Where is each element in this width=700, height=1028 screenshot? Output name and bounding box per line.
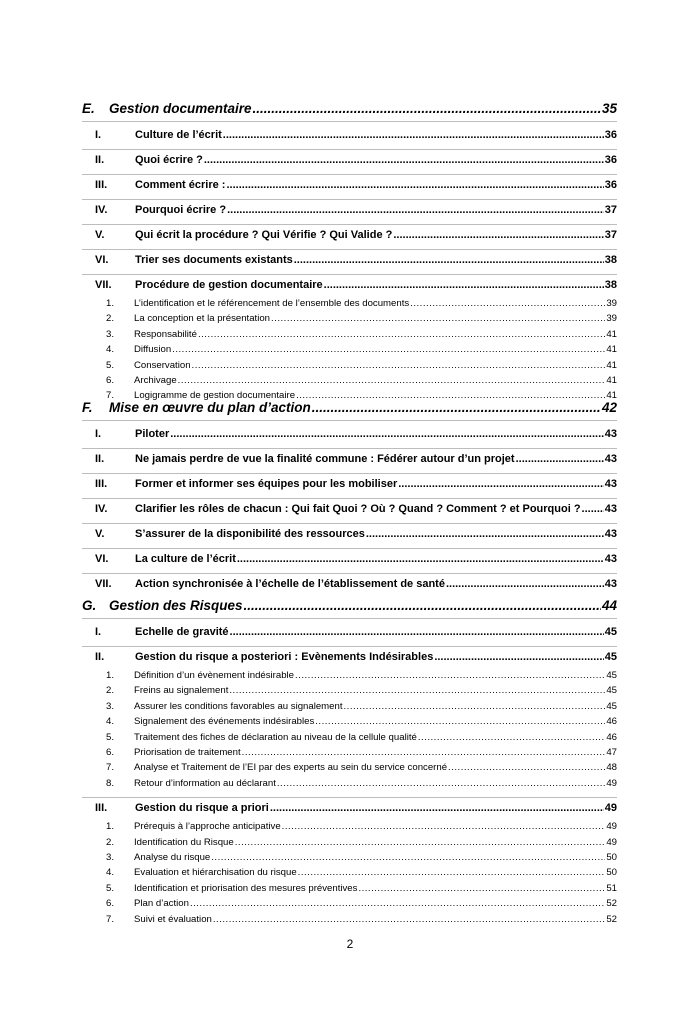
dot-leader [242, 747, 606, 758]
toc-entry-title: Gestion du risque a priori [135, 802, 269, 815]
dot-leader [244, 598, 601, 613]
toc-entry-number: 7. [106, 762, 115, 774]
toc-entry-title: Clarifier les rôles de chacun : Qui fait Quoi ? Où ? Quand ? Comment ? et Pourquoi ? [135, 503, 581, 515]
toc-entry-page: 43 [604, 528, 617, 540]
toc-entry-title: Freins au signalement [134, 685, 229, 697]
toc-entry-title: Plan d’action [134, 898, 189, 910]
toc-entry-title: Piloter [135, 428, 170, 440]
dot-leader [448, 762, 605, 773]
toc-entry-page: 39 [606, 298, 617, 309]
toc-entry-page: 49 [606, 821, 617, 833]
toc-entry-page: 45 [606, 685, 617, 697]
toc-entry-title: Archivage [134, 375, 177, 386]
toc-chapter[interactable] [82, 154, 617, 166]
toc-chapter[interactable] [82, 528, 617, 540]
toc-entry-page: 44 [601, 598, 617, 613]
toc-entry-page: 46 [606, 731, 617, 743]
toc-chapter[interactable] [82, 129, 617, 141]
toc-entry-number: G. [82, 598, 97, 613]
toc-entry-title: Procédure de gestion documentaire [135, 279, 323, 291]
toc-entry-title: Culture de l’écrit [135, 129, 222, 141]
toc-subentry[interactable] [82, 701, 617, 712]
toc-entry-title: Priorisation de traitement [134, 747, 241, 758]
toc-entry-page: 36 [604, 154, 617, 166]
toc-subentry[interactable] [82, 313, 617, 324]
dot-leader [393, 229, 603, 241]
toc-entry-page: 37 [604, 204, 617, 216]
toc-subentry[interactable] [82, 375, 617, 386]
toc-chapter[interactable] [82, 626, 617, 638]
toc-entry-page: 35 [601, 101, 617, 116]
toc-subentry[interactable] [82, 298, 617, 309]
toc-entry-number: 3. [106, 852, 115, 863]
section-divider [82, 548, 617, 549]
toc-entry-title: L’identification et le référencement de l’ensemble des documents [134, 298, 410, 309]
toc-entry-page: 46 [606, 716, 617, 728]
toc-entry-page: 41 [606, 359, 617, 371]
toc-chapter[interactable] [82, 428, 617, 440]
dot-leader [237, 553, 604, 565]
toc-entry-title: La culture de l’écrit [135, 553, 236, 565]
dot-leader [235, 837, 606, 848]
toc-entry-number: IV. [95, 204, 108, 216]
dot-leader [358, 883, 605, 894]
toc-entry-number: II. [95, 154, 105, 166]
toc-entry-page: 43 [604, 578, 617, 590]
dot-leader [253, 101, 601, 116]
section-divider [82, 224, 617, 225]
toc-entry-number: 6. [106, 375, 115, 386]
toc-entry-number: I. [95, 129, 102, 141]
toc-entry-page: 42 [601, 400, 617, 415]
toc-entry-number: 2. [106, 836, 115, 848]
toc-entry-page: 43 [604, 503, 617, 515]
toc-entry-title: Action synchronisée à l’échelle de l’établissement de santé [135, 578, 445, 590]
section-divider [82, 646, 617, 647]
dot-leader [190, 898, 605, 909]
toc-entry-number: 5. [106, 882, 115, 894]
section-divider [82, 420, 617, 421]
dot-leader [223, 129, 604, 141]
toc-subentry[interactable] [82, 867, 617, 878]
toc-entry-number: 3. [106, 700, 115, 712]
toc-entry-number: 4. [106, 716, 115, 728]
toc-section[interactable] [82, 598, 617, 613]
dot-leader [192, 360, 606, 371]
toc-entry-number: 6. [106, 898, 115, 910]
toc-entry-page: 38 [604, 279, 617, 291]
toc-entry-title: Gestion des Risques [109, 598, 243, 613]
toc-chapter[interactable] [82, 478, 617, 490]
toc-entry-number: 1. [106, 298, 115, 309]
dot-leader [324, 279, 604, 291]
toc-entry-title: Prérequis à l’approche anticipative [134, 821, 281, 833]
section-divider [82, 618, 617, 619]
dot-leader [270, 802, 604, 814]
toc-entry-page: 36 [604, 179, 617, 191]
toc-entry-title: La conception et la présentation [134, 313, 271, 325]
toc-subentry[interactable] [82, 360, 617, 371]
toc-entry-page: 49 [606, 777, 617, 789]
dot-leader [298, 867, 606, 878]
toc-entry-page: 43 [604, 553, 617, 565]
toc-entry-number: 2. [106, 313, 115, 325]
toc-entry-page: 39 [606, 313, 617, 325]
toc-entry-page: 48 [606, 762, 617, 774]
dot-leader [170, 428, 604, 440]
dot-leader [282, 821, 606, 832]
dot-leader [294, 254, 604, 266]
toc-subentry[interactable] [82, 685, 617, 696]
dot-leader [226, 179, 603, 191]
toc-chapter[interactable] [82, 204, 617, 216]
toc-entry-page: 45 [606, 700, 617, 712]
toc-entry-page: 41 [606, 344, 617, 356]
toc-entry-page: 36 [604, 129, 617, 141]
dot-leader [366, 528, 604, 540]
toc-entry-number: 3. [106, 328, 115, 340]
toc-entry-page: 47 [606, 747, 617, 758]
toc-chapter[interactable] [82, 453, 617, 465]
toc-entry-page: 49 [606, 836, 617, 848]
section-divider [82, 274, 617, 275]
dot-leader [211, 852, 605, 863]
toc-subentry[interactable] [82, 778, 617, 789]
dot-leader [178, 375, 606, 386]
dot-leader [516, 453, 604, 465]
dot-leader [229, 685, 605, 696]
toc-entry-number: V. [95, 229, 105, 241]
toc-subentry[interactable] [82, 329, 617, 340]
section-divider [82, 498, 617, 499]
toc-entry-number: 8. [106, 777, 115, 789]
toc-entry-title: Mise en œuvre du plan d’action [109, 400, 311, 415]
toc-entry-title: Signalement des événements indésirables [134, 716, 315, 728]
toc-entry-title: Quoi écrire ? [135, 154, 203, 166]
toc-entry-number: 4. [106, 867, 115, 879]
toc-entry-page: 41 [606, 375, 617, 386]
section-divider [82, 573, 617, 574]
toc-entry-page: 51 [606, 882, 617, 894]
toc-subentry[interactable] [82, 837, 617, 848]
toc-entry-page: 45 [606, 670, 617, 681]
toc-entry-title: Analyse du risque [134, 852, 211, 863]
toc-entry-number: 5. [106, 359, 115, 371]
toc-entry-number: 1. [106, 821, 115, 833]
page-number: 2 [346, 937, 354, 951]
toc-entry-title: Identification et priorisation des mesures préventives [134, 882, 358, 894]
toc-entry-number: E. [82, 101, 95, 116]
toc-entry-page: 49 [604, 802, 617, 815]
dot-leader [230, 626, 604, 638]
toc-entry-number: 7. [106, 390, 115, 402]
toc-entry-title: Identification du Risque [134, 836, 234, 848]
toc-entry-title: Former et informer ses équipes pour les mobiliser [135, 478, 398, 490]
dot-leader [172, 344, 605, 355]
toc-entry-title: S’assurer de la disponibilité des ressources [135, 528, 365, 540]
toc-chapter[interactable] [82, 578, 617, 590]
dot-leader [204, 154, 604, 166]
toc-entry-number: F. [82, 400, 93, 415]
dot-leader [213, 914, 605, 925]
dot-leader [446, 578, 604, 590]
section-divider [82, 448, 617, 449]
toc-entry-title: Evaluation et hiérarchisation du risque [134, 867, 297, 879]
toc-entry-page: 43 [604, 428, 617, 440]
section-divider [82, 149, 617, 150]
section-divider [82, 249, 617, 250]
toc-subentry[interactable] [82, 762, 617, 773]
toc-entry-number: III. [95, 179, 108, 191]
dot-leader [277, 778, 605, 789]
dot-leader [398, 478, 604, 490]
dot-leader [418, 732, 605, 743]
toc-subentry[interactable] [82, 344, 617, 355]
toc-subentry[interactable] [82, 852, 617, 863]
toc-subentry[interactable] [82, 670, 617, 681]
toc-entry-page: 38 [604, 254, 617, 266]
toc-chapter[interactable] [82, 254, 617, 266]
toc-entry-title: Traitement des fiches de déclaration au niveau de la cellule qualité [134, 731, 417, 743]
toc-chapter[interactable] [82, 179, 617, 191]
toc-entry-page: 45 [604, 651, 617, 663]
dot-leader [410, 298, 605, 309]
toc-entry-number: I. [95, 626, 102, 638]
toc-subentry[interactable] [82, 821, 617, 832]
dot-leader [344, 701, 606, 712]
toc-entry-number: 4. [106, 344, 115, 356]
toc-entry-page: 41 [606, 328, 617, 340]
toc-entry-number: VI. [95, 254, 109, 266]
toc-subentry[interactable] [82, 732, 617, 743]
toc-subentry[interactable] [82, 747, 617, 758]
toc-entry-number: II. [95, 651, 105, 663]
toc-chapter[interactable] [82, 553, 617, 565]
toc-section[interactable] [82, 400, 617, 415]
dot-leader [434, 651, 603, 663]
toc-section[interactable] [82, 101, 617, 116]
toc-entry-number: 1. [106, 670, 115, 681]
toc-entry-number: II. [95, 453, 105, 465]
dot-leader [227, 204, 604, 216]
toc-entry-page: 43 [604, 453, 617, 465]
toc-entry-title: Gestion documentaire [109, 101, 252, 116]
toc-entry-title: Diffusion [134, 344, 172, 356]
toc-entry-page: 43 [604, 478, 617, 490]
toc-subentry[interactable] [82, 883, 617, 894]
toc-entry-number: VII. [95, 279, 112, 291]
toc-entry-title: Responsabilité [134, 328, 197, 340]
toc-entry-page: 50 [606, 867, 617, 879]
toc-entry-title: Comment écrire : [135, 179, 226, 191]
toc-entry-title: Logigramme de gestion documentaire [134, 390, 296, 402]
toc-entry-number: VII. [95, 578, 112, 590]
toc-entry-title: Echelle de gravité [135, 626, 229, 638]
toc-entry-title: Suivi et évaluation [134, 913, 212, 925]
toc-chapter[interactable] [82, 802, 617, 814]
dot-leader [271, 313, 605, 324]
toc-entry-title: Gestion du risque a posteriori : Evènements Indésirables [135, 651, 434, 663]
toc-entry-number: 7. [106, 913, 115, 925]
section-divider [82, 797, 617, 798]
dot-leader [295, 670, 605, 681]
toc-entry-number: V. [95, 528, 105, 540]
section-divider [82, 199, 617, 200]
toc-entry-page: 45 [604, 626, 617, 638]
toc-entry-number: 6. [106, 747, 115, 758]
dot-leader [582, 503, 604, 515]
toc-entry-number: I. [95, 428, 102, 440]
toc-entry-number: 5. [106, 731, 115, 743]
toc-entry-title: Analyse et Traitement de l’EI par des experts au sein du service concerné [134, 762, 448, 774]
toc-entry-title: Trier ses documents existants [135, 254, 293, 266]
dot-leader [198, 329, 605, 340]
toc-entry-title: Pourquoi écrire ? [135, 204, 227, 216]
toc-entry-page: 41 [606, 390, 617, 402]
section-divider [82, 473, 617, 474]
dot-leader [315, 716, 605, 727]
toc-entry-page: 52 [606, 913, 617, 925]
toc-chapter[interactable] [82, 503, 617, 515]
toc-entry-number: III. [95, 802, 108, 815]
toc-chapter[interactable] [82, 229, 617, 241]
toc-entry-title: Assurer les conditions favorables au signalement [134, 700, 343, 712]
toc-subentry[interactable] [82, 898, 617, 909]
toc-subentry[interactable] [82, 914, 617, 925]
toc-entry-number: VI. [95, 553, 109, 565]
toc-entry-number: IV. [95, 503, 108, 515]
toc-entry-number: III. [95, 478, 108, 490]
toc-entry-title: Retour d’information au déclarant [134, 777, 276, 789]
section-divider [82, 121, 617, 122]
toc-entry-page: 50 [606, 852, 617, 863]
section-divider [82, 523, 617, 524]
toc-entry-title: Qui écrit la procédure ? Qui Vérifie ? Qui Valide ? [135, 229, 393, 241]
toc-subentry[interactable] [82, 716, 617, 727]
section-divider [82, 174, 617, 175]
toc-entry-page: 37 [604, 229, 617, 241]
toc-chapter[interactable] [82, 651, 617, 663]
toc-entry-title: Conservation [134, 359, 191, 371]
toc-entry-title: Ne jamais perdre de vue la finalité commune : Fédérer autour d’un projet [135, 453, 515, 465]
toc-entry-title: Définition d’un évènement indésirable [134, 670, 294, 681]
toc-entry-page: 52 [606, 898, 617, 910]
dot-leader [312, 400, 601, 415]
toc-entry-number: 2. [106, 685, 115, 697]
toc-chapter[interactable] [82, 279, 617, 291]
